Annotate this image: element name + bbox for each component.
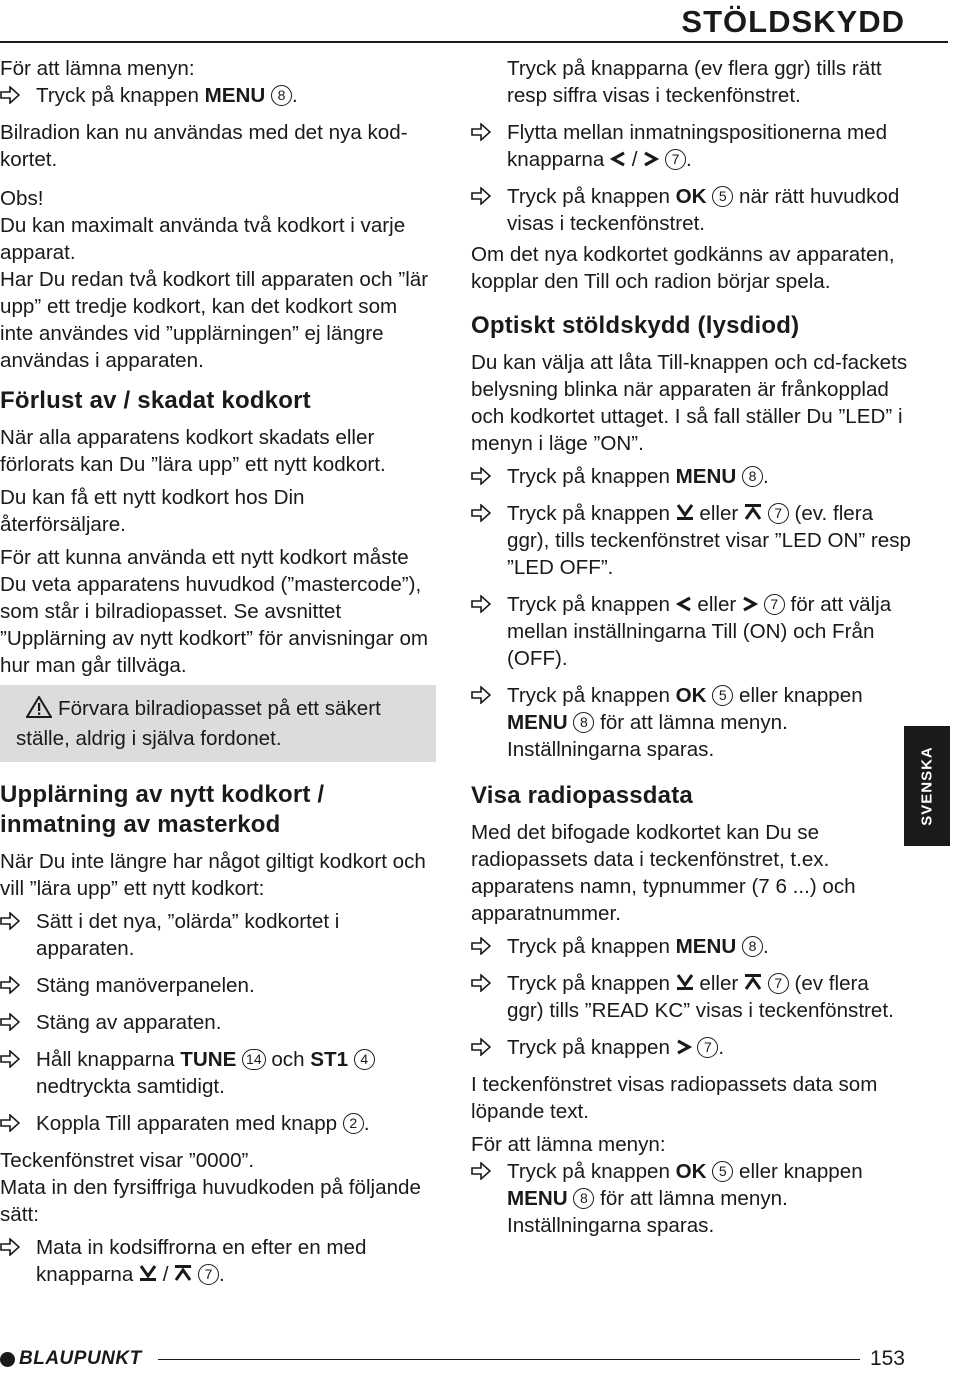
ok-step bbox=[471, 183, 911, 237]
radiopass-intro: Med det bifogade kodkortet kan Du se radiopassets data i teckenfönstret, t.ex. apparatens namn, typnummer (7 6 ...) och apparatnummer. bbox=[471, 821, 856, 925]
step-text: . bbox=[363, 1112, 370, 1135]
led-step bbox=[471, 682, 911, 763]
step-arrow-icon bbox=[471, 1038, 493, 1058]
brand-logo bbox=[0, 1347, 142, 1371]
step-arrow-icon bbox=[471, 595, 493, 615]
learn-step bbox=[0, 1110, 436, 1137]
step-text: . bbox=[218, 1263, 225, 1286]
learn-step bbox=[0, 1046, 436, 1100]
step-arrow-icon bbox=[471, 187, 493, 207]
step-arrow-icon bbox=[471, 123, 493, 143]
step-text: eller knappen bbox=[733, 1160, 863, 1183]
st1-key-label: ST1 bbox=[310, 1048, 349, 1071]
left-key-icon bbox=[610, 151, 626, 167]
tune-key-label: TUNE bbox=[180, 1048, 237, 1071]
menu-key-label: MENU bbox=[507, 1187, 568, 1210]
warning-text: Förvara bilradiopasset på ett säkert ställe, aldrig i själva fordonet. bbox=[16, 697, 381, 750]
key-number-badge: 8 bbox=[573, 1188, 594, 1209]
exit-menu-step bbox=[0, 82, 436, 109]
step-text: (ev. flera ggr), tills teckenfönstret visar ”LED ON” resp ”LED OFF”. bbox=[507, 502, 911, 579]
step-arrow-icon bbox=[0, 976, 22, 996]
step-arrow-icon bbox=[0, 912, 22, 932]
loss-paragraph-2: Du kan få ett nytt kodkort hos Din återförsäljare. bbox=[0, 486, 305, 536]
step-text: Tryck på knappen bbox=[36, 84, 205, 107]
led-intro: Du kan välja att låta Till-knappen och cd-fackets belysning blinka när apparaten är frånkopplad och kodkortet uttaget. I så fall ställer Du ”LED” i menyn i läge ”ON”. bbox=[471, 351, 908, 455]
step-arrow-icon bbox=[471, 974, 493, 994]
step-arrow-icon bbox=[0, 1013, 22, 1033]
step-text: . bbox=[763, 935, 769, 958]
key-number-badge: 7 bbox=[697, 1037, 718, 1058]
header-divider bbox=[0, 41, 948, 43]
step-text: för att lämna menyn. Inställningarna sparas. bbox=[507, 1187, 788, 1237]
step-text: Tryck på knappen bbox=[507, 1160, 676, 1183]
warning-box bbox=[0, 685, 436, 762]
ok-key-label: OK bbox=[675, 1160, 707, 1183]
step-text: Tryck på knappen bbox=[507, 684, 676, 707]
key-number-badge: 5 bbox=[712, 1161, 733, 1182]
step-text: Tryck på knappen bbox=[507, 972, 676, 995]
up-key-icon bbox=[174, 1264, 192, 1282]
radiopass-step bbox=[471, 1034, 911, 1061]
key-number-badge: 8 bbox=[573, 712, 594, 733]
loss-paragraph-3: För att kunna använda ett nytt kodkort måste Du veta apparatens huvudkod (”mastercode”), som står i bilradiopasset. Se avsnittet ”Upplärning av nytt kodkort” för anvisningar om hur man går tillväga. bbox=[0, 546, 429, 677]
step-arrow-icon bbox=[0, 1238, 22, 1258]
section-heading-learn-1: Upplärning av nytt kodkort / bbox=[0, 781, 325, 808]
scrolling-text: I teckenfönstret visas radiopassets data som löpande text. bbox=[471, 1073, 878, 1123]
menu-key-label: MENU bbox=[675, 465, 737, 488]
key-number-badge: 8 bbox=[742, 466, 763, 487]
step-text: Tryck på knappen bbox=[507, 1036, 676, 1059]
enter-code-step bbox=[0, 1234, 436, 1288]
step-text: Stäng manöverpanelen. bbox=[36, 974, 255, 997]
learn-step bbox=[0, 908, 436, 962]
step-arrow-icon bbox=[0, 86, 22, 106]
language-side-tab bbox=[904, 726, 950, 846]
step-text: när rätt huvudkod visas i teckenfönstret. bbox=[507, 185, 900, 235]
step-text: . bbox=[292, 84, 298, 107]
menu-key-label: MENU bbox=[675, 935, 737, 958]
right-key-icon bbox=[676, 1039, 692, 1055]
step-text: Koppla Till apparaten med knapp bbox=[36, 1112, 343, 1135]
step-text: Tryck på knappen bbox=[507, 935, 676, 958]
step-text: . bbox=[685, 148, 692, 171]
key-number-badge: 7 bbox=[768, 503, 789, 524]
right-key-icon bbox=[643, 151, 659, 167]
exit-menu-step bbox=[471, 1158, 911, 1239]
key-number-badge: 7 bbox=[665, 149, 686, 170]
loss-paragraph-1: När alla apparatens kodkort skadats eller förlorats kan Du ”lära upp” ett nytt kodkort. bbox=[0, 426, 386, 476]
step-text: eller bbox=[693, 502, 745, 525]
step-arrow-icon bbox=[471, 504, 493, 524]
step-text: Tryck på knappen bbox=[507, 593, 676, 616]
section-heading-loss: Förlust av / skadat kodkort bbox=[0, 387, 311, 414]
right-column bbox=[471, 55, 911, 1249]
learn-step bbox=[0, 1009, 436, 1036]
key-number-badge: 8 bbox=[742, 936, 763, 957]
menu-key-label: MENU bbox=[204, 84, 266, 107]
left-key-icon bbox=[676, 596, 692, 612]
menu-key-label: MENU bbox=[507, 711, 568, 734]
led-step bbox=[471, 500, 911, 581]
section-heading-radiopass: Visa radiopassdata bbox=[471, 782, 693, 809]
step-text: nedtryckta samtidigt. bbox=[36, 1075, 225, 1098]
radiopass-step bbox=[471, 933, 911, 960]
key-number-badge: 7 bbox=[764, 594, 785, 615]
down-key-icon bbox=[676, 973, 694, 991]
up-key-icon bbox=[744, 973, 762, 991]
step-text: Tryck på knappen bbox=[507, 185, 676, 208]
step-text: / bbox=[626, 148, 644, 171]
press-repeat-text bbox=[471, 55, 911, 109]
exit-menu-intro: För att lämna menyn: bbox=[471, 1133, 666, 1156]
ok-key-label: OK bbox=[675, 185, 707, 208]
language-tab-label: SVENSKA bbox=[918, 746, 936, 826]
logo-dot-icon bbox=[0, 1352, 15, 1367]
step-text: Flytta mellan inmatningspositionerna med knapparna bbox=[507, 121, 888, 171]
step-arrow-icon bbox=[0, 1050, 22, 1070]
third-card-text: Har Du redan två kodkort till apparaten och ”lär upp” ett tredje kodkort, kan det kodkort som inte användes vid ”upplärningen” ej längre användas i apparaten. bbox=[0, 268, 429, 372]
warning-triangle-icon bbox=[26, 696, 52, 725]
key-number-badge: 8 bbox=[271, 85, 292, 106]
step-text: Stäng av apparaten. bbox=[36, 1011, 222, 1034]
step-text: Tryck på knappen bbox=[507, 465, 676, 488]
accepted-text: Om det nya kodkortet godkänns av apparaten, kopplar den Till och radion börjar spela. bbox=[471, 243, 895, 293]
left-column bbox=[0, 55, 436, 1298]
step-text: och bbox=[265, 1048, 311, 1071]
exit-menu-intro: För att lämna menyn: bbox=[0, 57, 195, 80]
down-key-icon bbox=[676, 503, 694, 521]
led-step bbox=[471, 591, 911, 672]
step-text: Tryck på knappen bbox=[507, 502, 676, 525]
key-number-badge: 7 bbox=[768, 973, 789, 994]
led-step bbox=[471, 463, 911, 490]
display-shows-text: Teckenfönstret visar ”0000”. bbox=[0, 1149, 255, 1172]
key-number-badge: 2 bbox=[343, 1113, 364, 1134]
step-text: . bbox=[763, 465, 769, 488]
obs-text: Du kan maximalt använda två kodkort i varje apparat. bbox=[0, 214, 406, 264]
step-text: Håll knapparna bbox=[36, 1048, 181, 1071]
learn-intro: När Du inte längre har något giltigt kodkort och vill ”lära upp” ett nytt kodkort: bbox=[0, 850, 426, 900]
radiopass-step bbox=[471, 970, 911, 1024]
step-text: Sätt i det nya, ”olärda” kodkortet i apparaten. bbox=[36, 910, 340, 960]
key-number-badge: 5 bbox=[712, 186, 733, 207]
up-key-icon bbox=[744, 503, 762, 521]
obs-label: Obs! bbox=[0, 187, 44, 210]
step-text: för att lämna menyn. Inställningarna sparas. bbox=[507, 711, 788, 761]
step-arrow-icon bbox=[471, 937, 493, 957]
page-header-title: STÖLDSKYDD bbox=[681, 4, 905, 39]
step-arrow-icon bbox=[471, 686, 493, 706]
key-number-badge: 5 bbox=[712, 685, 733, 706]
step-text: Mata in kodsiffrorna en efter en med knapparna bbox=[36, 1236, 367, 1286]
down-key-icon bbox=[139, 1264, 157, 1282]
step-text: / bbox=[157, 1263, 175, 1286]
enter-code-text: Mata in den fyrsiffriga huvudkoden på följande sätt: bbox=[0, 1176, 421, 1226]
step-text: eller knappen bbox=[733, 684, 863, 707]
brand-name: BLAUPUNKT bbox=[19, 1348, 142, 1369]
new-card-usable-text: Bilradion kan nu användas med det nya kod-kortet. bbox=[0, 121, 408, 171]
step-text: eller bbox=[693, 972, 745, 995]
right-key-icon bbox=[742, 596, 758, 612]
step-text: Tryck på knapparna (ev flera ggr) tills rätt resp siffra visas i teckenfönstret. bbox=[507, 57, 882, 107]
page-number: 153 bbox=[869, 1347, 905, 1370]
step-arrow-icon bbox=[471, 1162, 493, 1182]
step-text: eller bbox=[691, 593, 743, 616]
learn-step bbox=[0, 972, 436, 999]
step-text: för att välja mellan inställningarna Till (ON) och Från (OFF). bbox=[507, 593, 892, 670]
key-number-badge: 4 bbox=[354, 1049, 375, 1070]
section-heading-learn-2: inmatning av masterkod bbox=[0, 811, 281, 838]
step-arrow-icon bbox=[0, 1114, 22, 1134]
ok-key-label: OK bbox=[675, 684, 707, 707]
step-text: (ev flera ggr) tills ”READ KC” visas i teckenfönstret. bbox=[507, 972, 894, 1022]
key-number-badge: 7 bbox=[198, 1264, 219, 1285]
step-arrow-icon bbox=[471, 467, 493, 487]
step-text: . bbox=[718, 1036, 725, 1059]
section-heading-led: Optiskt stöldskydd (lysdiod) bbox=[471, 312, 800, 339]
key-number-badge: 14 bbox=[242, 1049, 266, 1070]
footer-divider bbox=[158, 1359, 860, 1360]
move-position-step bbox=[471, 119, 911, 173]
